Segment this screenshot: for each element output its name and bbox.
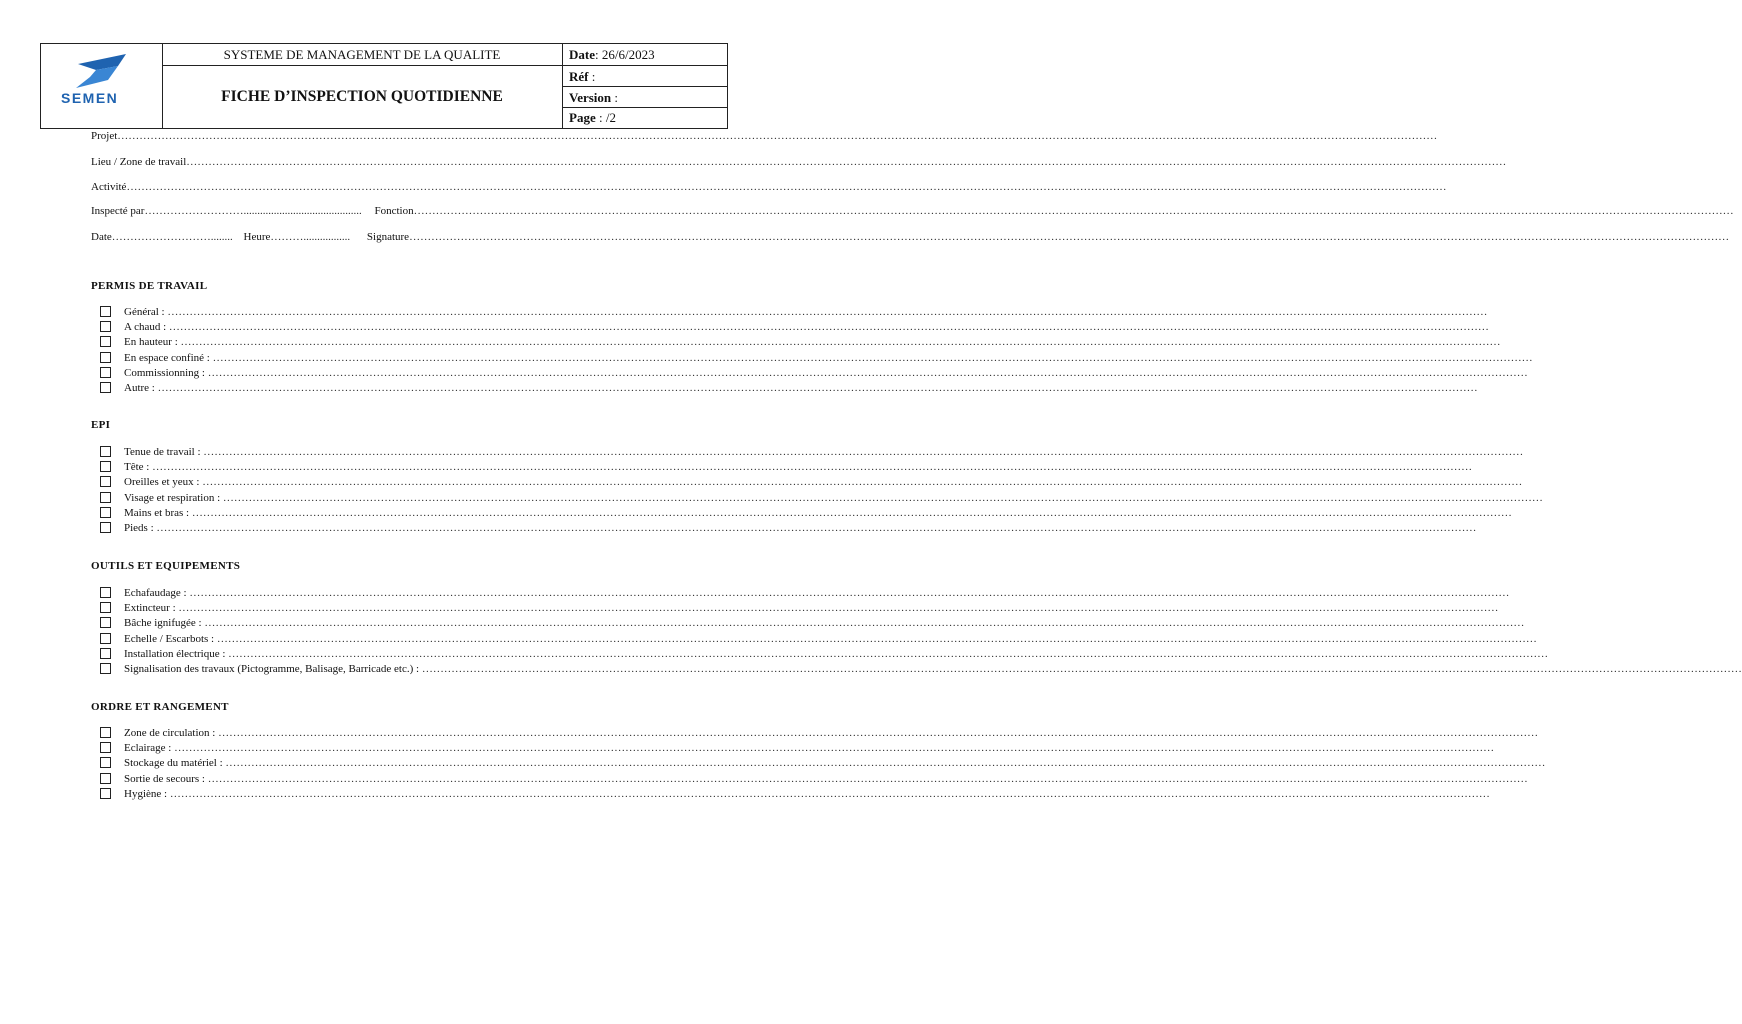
checklist-item-label: Mains et bras : [124,506,190,519]
heure-label: Heure [243,231,271,243]
checklist-item [100,662,1742,677]
checklist-item-label: Zone de circulation : [124,727,216,739]
checkbox[interactable] [100,446,111,457]
checklist-item-label: Visage et respiration : [124,491,221,504]
checklist-item-label: Hygiène : [124,787,168,800]
checklist-item [100,741,1495,756]
version-value: : [611,90,619,105]
checkbox[interactable] [100,773,111,784]
checklist-item [100,726,1539,741]
checklist-item [100,616,1525,631]
logo-cell [41,44,163,128]
system-title: SYSTEME DE MANAGEMENT DE LA QUALITE [162,44,563,66]
checkbox[interactable] [100,788,111,799]
answer-dots[interactable]: ……………………………………………………………………………………………………………………………………………………………………………………………………………………………………………………………………………………………………………………………… [189,506,1512,519]
checklist-item-label: Tête : [124,461,150,474]
answer-dots[interactable]: ……………………………………………………………………………………………………………………………………………………………………………………………………………………………………………………………………………………………………………………………… [177,336,1501,349]
heure-dots[interactable]: ………................. [270,231,351,243]
checkbox[interactable] [100,367,111,378]
date-line [91,231,1730,243]
checkbox[interactable] [100,587,111,598]
semen-logo-icon [56,50,151,92]
answer-dots[interactable]: ……………………………………………………………………………………………………………………………………………………………………………………………………………………………………………………………………………………………………………………………… [204,772,1528,785]
checklist-item-label: Stockage du matériel : [124,757,223,770]
checklist-item-label: Pieds : [124,522,154,534]
answer-dots[interactable]: ……………………………………………………………………………………………………………………………………………………………………………………………………………………………………………………………………………………………………………………………… [200,446,1524,458]
section-permis-title: PERMIS DE TRAVAIL [91,280,208,292]
checklist-item-label: Tenue de travail : [124,446,201,458]
page-field [563,108,728,128]
logo-text: SEMEN [61,90,119,106]
checklist-item [100,647,1549,662]
checklist-item-label: Bâche ignifugée : [124,617,202,630]
answer-dots[interactable]: ……………………………………………………………………………………………………………………………………………………………………………………………………………………………………………………………………………………………………………………………… [167,787,1490,800]
answer-dots[interactable]: ……………………………………………………………………………………………………………………………………………………………………………………………………………………………………………………………………………………………………………………………… [153,522,1477,534]
lieu-label: Lieu / Zone de travail [91,156,187,168]
checklist-item-label: Installation électrique : [124,647,226,660]
fonction-label: Fonction [374,205,414,217]
answer-dots[interactable]: ……………………………………………………………………………………………………………………………………………………………………………………………………………………………………………………………………………………………………………………………… [215,727,1539,739]
signature-label: Signature [366,231,410,243]
answer-dots[interactable]: ……………………………………………………………………………………………………………………………………………………………………………………………………………………………………………………………………………………………………………………………… [166,321,1489,334]
checkbox[interactable] [100,336,111,347]
answer-dots[interactable]: ……………………………………………………………………………………………………………………………………………………………………………………………………………………………………………………………………………………………………………………………… [205,366,1528,379]
checklist-item-label: Echafaudage : [124,587,187,599]
activite-dots[interactable]: ……………………………………………………………………………………………………………………………………………………………………………………………………………………………………………………………………………………………………………………………… [126,181,1447,193]
form-title: FICHE D’INSPECTION QUOTIDIENNE [162,66,563,128]
checklist-item [100,756,1546,771]
checkbox[interactable] [100,507,111,518]
document-header [40,43,728,129]
ref-label: Réf [569,69,589,84]
checkbox[interactable] [100,648,111,659]
checkbox[interactable] [100,476,111,487]
projet-label: Projet [91,130,118,142]
checklist-item-label: A chaud : [124,321,167,334]
checklist-item [100,366,1528,381]
checklist-item [100,787,1490,802]
checkbox[interactable] [100,742,111,753]
date-label: Date [569,47,595,62]
date-field [563,44,728,66]
answer-dots[interactable]: ……………………………………………………………………………………………………………………………………………………………………………………………………………………………………………………………………………………………………………………………… [154,382,1478,394]
date-value: : 26/6/2023 [595,47,655,62]
checklist-item [100,521,1477,536]
checklist-item-label: Signalisation des travaux (Pictogramme, Balisage, Barricade etc.) : [124,663,420,675]
checklist-item-label: Autre : [124,382,155,394]
answer-dots[interactable]: ……………………………………………………………………………………………………………………………………………………………………………………………………………………………………………………………………………………………………………………………… [419,663,1742,675]
projet-dots[interactable]: ……………………………………………………………………………………………………………………………………………………………………………………………………………………………………………………………………………………………………………………………… [117,130,1438,142]
answer-dots[interactable]: ……………………………………………………………………………………………………………………………………………………………………………………………………………………………………………………………………………………………………………………………… [209,351,1533,364]
checkbox[interactable] [100,617,111,628]
checklist-item [100,460,1473,475]
checkbox[interactable] [100,602,111,613]
checkbox[interactable] [100,492,111,503]
section-ordre-title: ORDRE ET RANGEMENT [91,701,229,713]
checklist-item [100,772,1528,787]
checklist-item [100,632,1537,647]
checklist-item [100,601,1499,616]
page-value: : /2 [595,110,616,125]
answer-dots[interactable]: ……………………………………………………………………………………………………………………………………………………………………………………………………………………………………………………………………………………………………………………………… [175,602,1499,615]
checklist-item [100,351,1533,366]
checkbox[interactable] [100,663,111,674]
lieu-line [91,156,1507,168]
checklist-item [100,445,1524,460]
activite-label: Activité [91,181,127,193]
projet-line [91,130,1438,142]
checklist-item-label: Extincteur : [124,602,176,615]
checklist-item-label: Eclairage : [124,742,172,755]
checkbox[interactable] [100,461,111,472]
activite-line [91,181,1447,193]
date-info-label: Date [91,231,112,243]
checklist-item [100,475,1523,490]
checkbox[interactable] [100,321,111,332]
checklist-item-label: En espace confiné : [124,351,210,364]
answer-dots[interactable]: ……………………………………………………………………………………………………………………………………………………………………………………………………………………………………………………………………………………………………………………………… [214,632,1537,645]
signature-dots[interactable]: ……………………………………………………………………………………………………………………………………………………………………………………………………………………………………………………………………………………………………………………………… [409,231,1730,243]
checkbox[interactable] [100,727,111,738]
checklist-item-label: Echelle / Escarbots : [124,632,215,645]
ref-value: : [588,69,596,84]
answer-dots[interactable]: ……………………………………………………………………………………………………………………………………………………………………………………………………………………………………………………………………………………………………………………………… [164,306,1488,318]
checkbox[interactable] [100,352,111,363]
answer-dots[interactable]: ……………………………………………………………………………………………………………………………………………………………………………………………………………………………………………………………………………………………………………………………… [225,647,1549,660]
checklist-item-label: En hauteur : [124,336,178,349]
checklist-item [100,506,1512,521]
date-dots[interactable]: ………………………........ [111,231,233,243]
checklist-item-label: Sortie de secours : [124,772,205,785]
version-label: Version [569,90,612,105]
checkbox[interactable] [100,757,111,768]
inspecte-label: Inspecté par [91,205,145,217]
answer-dots[interactable]: ……………………………………………………………………………………………………………………………………………………………………………………………………………………………………………………………………………………………………………………………… [149,461,1473,474]
checklist-item [100,381,1478,396]
checkbox[interactable] [100,522,111,533]
checklist-item-label: Commissionning : [124,366,205,379]
checklist-item [100,586,1510,601]
answer-dots[interactable]: ……………………………………………………………………………………………………………………………………………………………………………………………………………………………………………………………………………………………………………………………… [201,617,1525,630]
fonction-dots[interactable]: ……………………………………………………………………………………………………………………………………………………………………………………………………………………………………………………………………………………………………………………………… [413,205,1734,217]
answer-dots[interactable]: ……………………………………………………………………………………………………………………………………………………………………………………………………………………………………………………………………………………………………………………………… [220,491,1543,504]
checkbox[interactable] [100,306,111,317]
answer-dots[interactable]: ……………………………………………………………………………………………………………………………………………………………………………………………………………………………………………………………………………………………………………………………… [186,587,1510,599]
answer-dots[interactable]: ……………………………………………………………………………………………………………………………………………………………………………………………………………………………………………………………………………………………………………………………… [199,476,1523,489]
checkbox[interactable] [100,633,111,644]
checklist-item [100,491,1543,506]
ref-field [563,66,728,87]
version-field [563,87,728,108]
lieu-dots[interactable]: ……………………………………………………………………………………………………………………………………………………………………………………………………………………………………………………………………………………………………………………………… [186,156,1507,168]
inspecte-line [91,205,1734,217]
answer-dots[interactable]: ……………………………………………………………………………………………………………………………………………………………………………………………………………………………………………………………………………………………………………………………… [171,742,1495,755]
section-outils-title: OUTILS ET EQUIPEMENTS [91,560,241,572]
checklist-item-label: Général : [124,306,165,318]
checklist-item [100,305,1488,320]
page-label: Page [569,110,596,125]
checklist-item [100,320,1489,335]
section-epi-title: EPI [91,419,111,431]
checklist-item [100,335,1501,350]
checkbox[interactable] [100,382,111,393]
answer-dots[interactable]: ……………………………………………………………………………………………………………………………………………………………………………………………………………………………………………………………………………………………………………………………… [222,757,1546,770]
checklist-item-label: Oreilles et yeux : [124,476,200,489]
inspecte-dots[interactable]: ………………………........................................... [144,205,362,217]
